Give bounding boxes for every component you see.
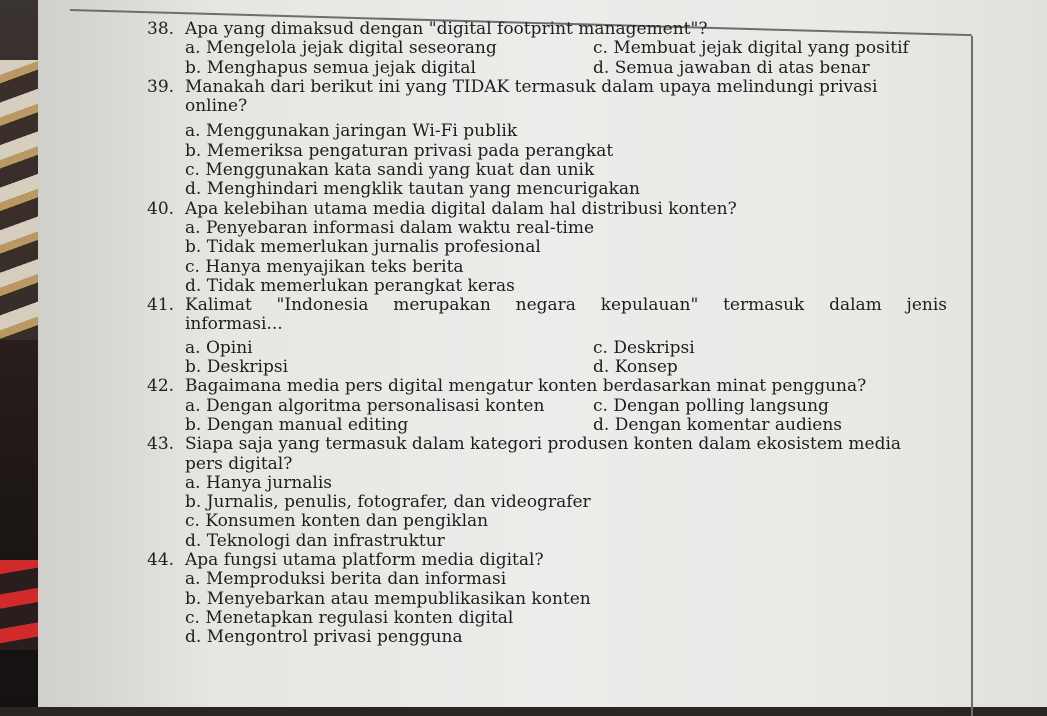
option: a. Dengan algoritma personalisasi konten [185, 395, 545, 416]
question-text: Apa fungsi utama platform media digital? [185, 550, 544, 571]
option: b. Memeriksa pengaturan privasi pada perangkat [185, 140, 614, 161]
question-text: Apa yang dimaksud dengan "digital footprint management"? [185, 19, 708, 39]
border-line [971, 36, 973, 716]
question-text-continued: informasi... [185, 314, 283, 335]
option-row [147, 39, 947, 58]
question-list [147, 20, 947, 648]
question-number: 38. [147, 19, 175, 39]
option: a. Opini [185, 337, 253, 358]
option-row [147, 59, 947, 78]
option: d. Menghindari mengklik tautan yang mencurigakan [185, 179, 640, 200]
option: d. Mengontrol privasi pengguna [185, 627, 463, 648]
option: a. Memproduksi berita dan informasi [185, 569, 507, 590]
option: c. Konsumen konten dan pengiklan [185, 511, 489, 532]
question-text: Siapa saja yang termasuk dalam kategori produsen konten dalam ekosistem media [185, 434, 902, 455]
question-text: Manakah dari berikut ini yang TIDAK termasuk dalam upaya melindungi privasi [185, 76, 878, 97]
question-number: 40. [147, 198, 175, 219]
option: d. Konsep [593, 357, 678, 378]
option: b. Menghapus semua jejak digital [185, 57, 476, 78]
question-number: 43. [147, 434, 175, 455]
option: d. Semua jawaban di atas benar [593, 57, 870, 78]
option: a. Mengelola jejak digital seseorang [185, 38, 497, 59]
option-row [147, 339, 947, 358]
question-text: Bagaimana media pers digital mengatur konten berdasarkan minat pengguna? [185, 376, 867, 397]
option: a. Menggunakan jaringan Wi-Fi publik [185, 121, 518, 142]
question-number: 44. [147, 550, 175, 571]
question-40 [147, 200, 947, 219]
option: a. Penyebaran informasi dalam waktu real-time [185, 217, 595, 238]
question-text: Apa kelebihan utama media digital dalam hal distribusi konten? [185, 198, 737, 219]
option: d. Tidak memerlukan perangkat keras [185, 275, 515, 296]
question-42 [147, 377, 947, 396]
question-43 [147, 435, 947, 454]
question-number: 41. [147, 295, 175, 316]
option: b. Tidak memerlukan jurnalis profesional [185, 237, 541, 258]
option: b. Dengan manual editing [185, 414, 409, 435]
option-row [147, 397, 947, 416]
option: b. Jurnalis, penulis, fotografer, dan videografer [185, 492, 591, 513]
question-44 [147, 551, 947, 570]
option: c. Menetapkan regulasi konten digital [185, 607, 514, 628]
option: c. Deskripsi [593, 337, 695, 358]
question-38 [147, 20, 947, 39]
option-row [147, 358, 947, 377]
option: c. Membuat jejak digital yang positif [593, 38, 909, 59]
option: b. Deskripsi [185, 357, 289, 378]
decorative-pattern [0, 560, 40, 650]
question-text: Kalimat "Indonesia merupakan negara kepulauan" termasuk dalam jenis [185, 295, 947, 316]
question-text-continued: online? [185, 96, 248, 117]
option-row [147, 416, 947, 435]
option: c. Dengan polling langsung [593, 395, 829, 416]
question-39 [147, 78, 947, 97]
question-text-continued: pers digital? [185, 453, 293, 474]
question-41 [147, 296, 947, 315]
option: b. Menyebarkan atau mempublikasikan konten [185, 588, 591, 609]
option: c. Menggunakan kata sandi yang kuat dan unik [185, 160, 595, 181]
question-number: 39. [147, 76, 175, 97]
decorative-pattern [0, 60, 40, 340]
option: c. Hanya menyajikan teks berita [185, 256, 464, 277]
question-number: 42. [147, 376, 175, 397]
option: d. Teknologi dan infrastruktur [185, 530, 445, 551]
option: d. Dengan komentar audiens [593, 414, 842, 435]
option: a. Hanya jurnalis [185, 472, 333, 493]
